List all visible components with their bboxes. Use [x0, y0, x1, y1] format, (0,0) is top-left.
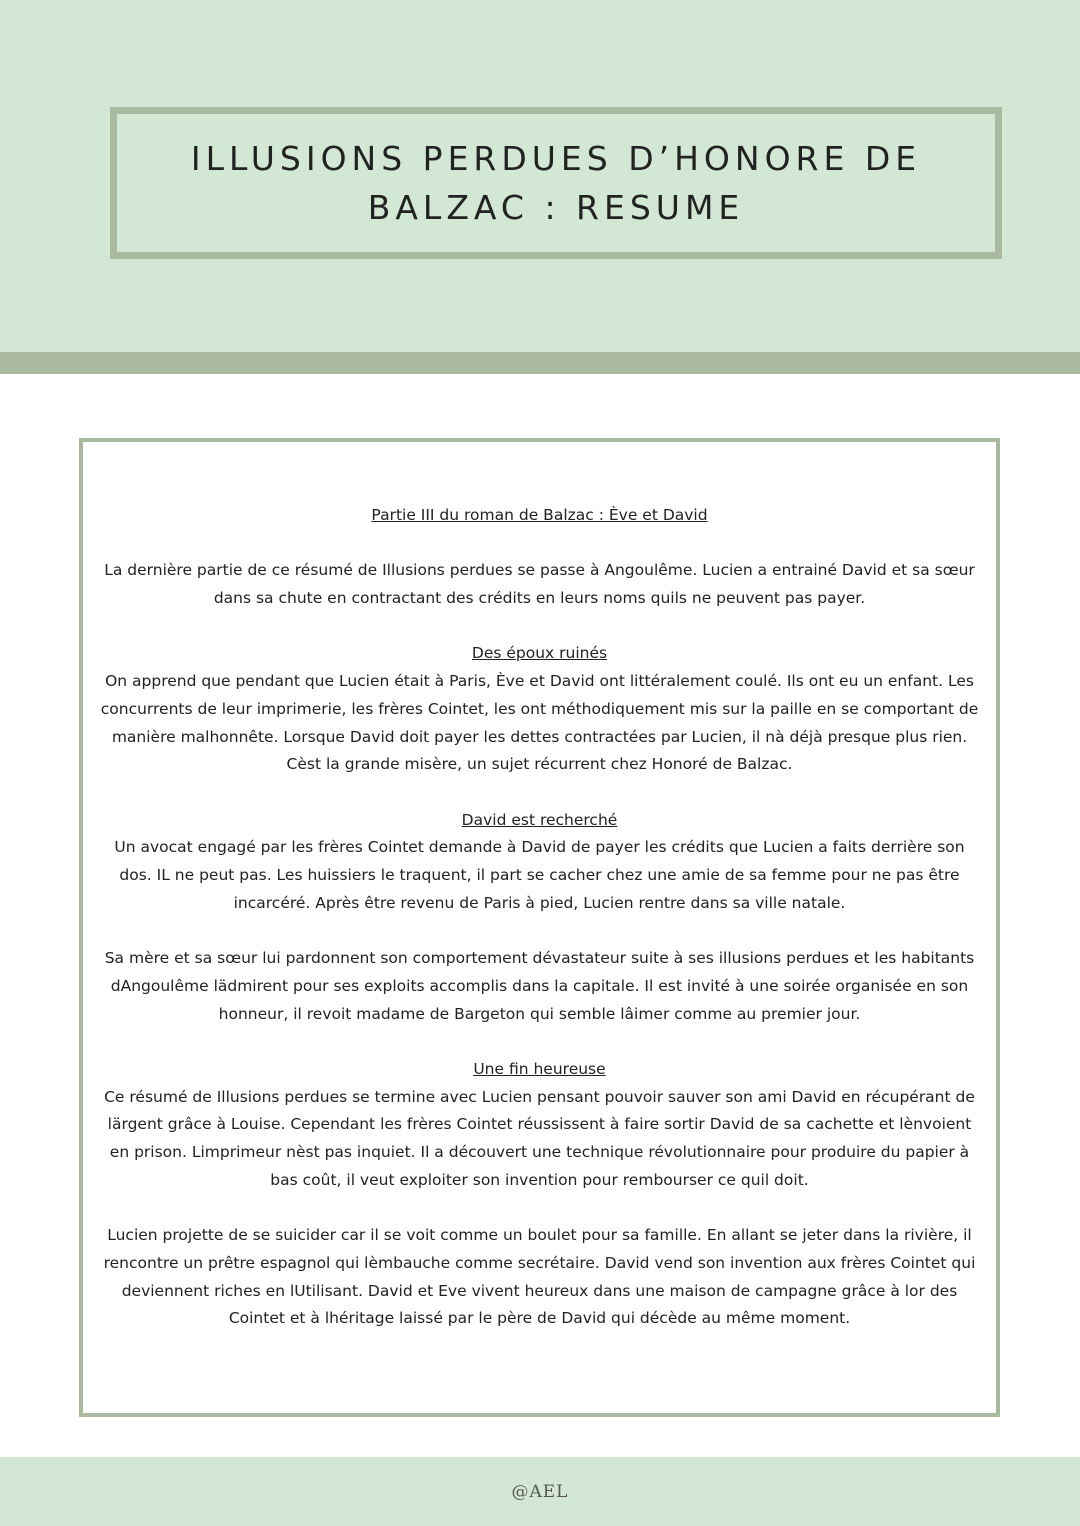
- section-heading-epoux-ruines: Des époux ruinés: [471, 644, 608, 663]
- section-paragraph: Sa mère et sa sœur lui pardonnent son comportement dévastateur suite à ses illusions perdues et les habitants dAngoulême lädmirent pour ses exploits accomplis dans la capitale. Il est invité à une soirée organisée en son honneur, il revoit madame de Bargeton qui semble lâimer comme au premier jour.: [104, 949, 975, 1023]
- spacer: [97, 779, 982, 807]
- spacer: [97, 918, 982, 946]
- spacer: [97, 1028, 982, 1056]
- spacer: [97, 613, 982, 641]
- part-title: Partie III du roman de Balzac : Ève et David: [371, 506, 708, 524]
- section-paragraph: Lucien projette de se suicider car il se voit comme un boulet pour sa famille. En allant se jeter dans la rivière, il rencontre un prêtre espagnol qui lèmbauche comme secrétaire. David vend son invention aux frères Cointet qui deviennent riches en lUtilisant. David et Eve vivent heureux dans une maison de campagne grâce à lor des Cointet et à lhéritage laissé par le père de David qui décède au même moment.: [103, 1226, 976, 1328]
- section-heading-fin-heureuse: Une fin heureuse: [473, 1059, 606, 1078]
- page-title: ILLUSIONS PERDUES D’HONORE DE BALZAC : RESUME: [190, 139, 922, 227]
- section-paragraph: Ce résumé de Illusions perdues se termine avec Lucien pensant pouvoir sauver son ami David en récupérant de lärgent grâce à Louise. Cependant les frères Cointet réussissent à faire sortir David de sa cachette et lènvoient en prison. Limprimeur nèst pas inquiet. Il a découvert une technique révolutionnaire pour produire du papier à bas coût, il veut exploiter son invention pour rembourser ce quil doit.: [104, 1087, 975, 1189]
- footer-band: [0, 1457, 1080, 1526]
- spacer: [97, 530, 982, 558]
- summary-frame: [79, 438, 1000, 1417]
- header-stripe: [0, 352, 1080, 374]
- footer-author: @AEL: [511, 1481, 569, 1502]
- section-heading-david-recherche: David est recherché: [461, 810, 618, 829]
- section-paragraph: On apprend que pendant que Lucien était à Paris, Ève et David ont littéralement coulé. Ils ont eu un enfant. Les concurrents de leur imprimerie, les frères Cointet, les ont méthodiquement mis sur la paille en se comportant de manière malhonnête. Lorsque David doit payer les dettes contractées par Lucien, il nà déjà presque plus rien. Cèst la grande misère, un sujet récurrent chez Honoré de Balzac.: [100, 672, 979, 774]
- section-paragraph: Un avocat engagé par les frères Cointet demande à David de payer les crédits que Lucien a faits derrière son dos. IL ne peut pas. Les huissiers le traquent, il part se cacher chez une amie de sa femme pour ne pas être incarcéré. Après être revenu de Paris à pied, Lucien rentre dans sa ville natale.: [114, 838, 965, 912]
- title-frame: [110, 107, 1002, 259]
- spacer: [97, 1195, 982, 1223]
- intro-paragraph: La dernière partie de ce résumé de Illusions perdues se passe à Angoulême. Lucien a entrainé David et sa sœur dans sa chute en contractant des crédits en leurs noms quils ne peuvent pas payer.: [104, 561, 975, 608]
